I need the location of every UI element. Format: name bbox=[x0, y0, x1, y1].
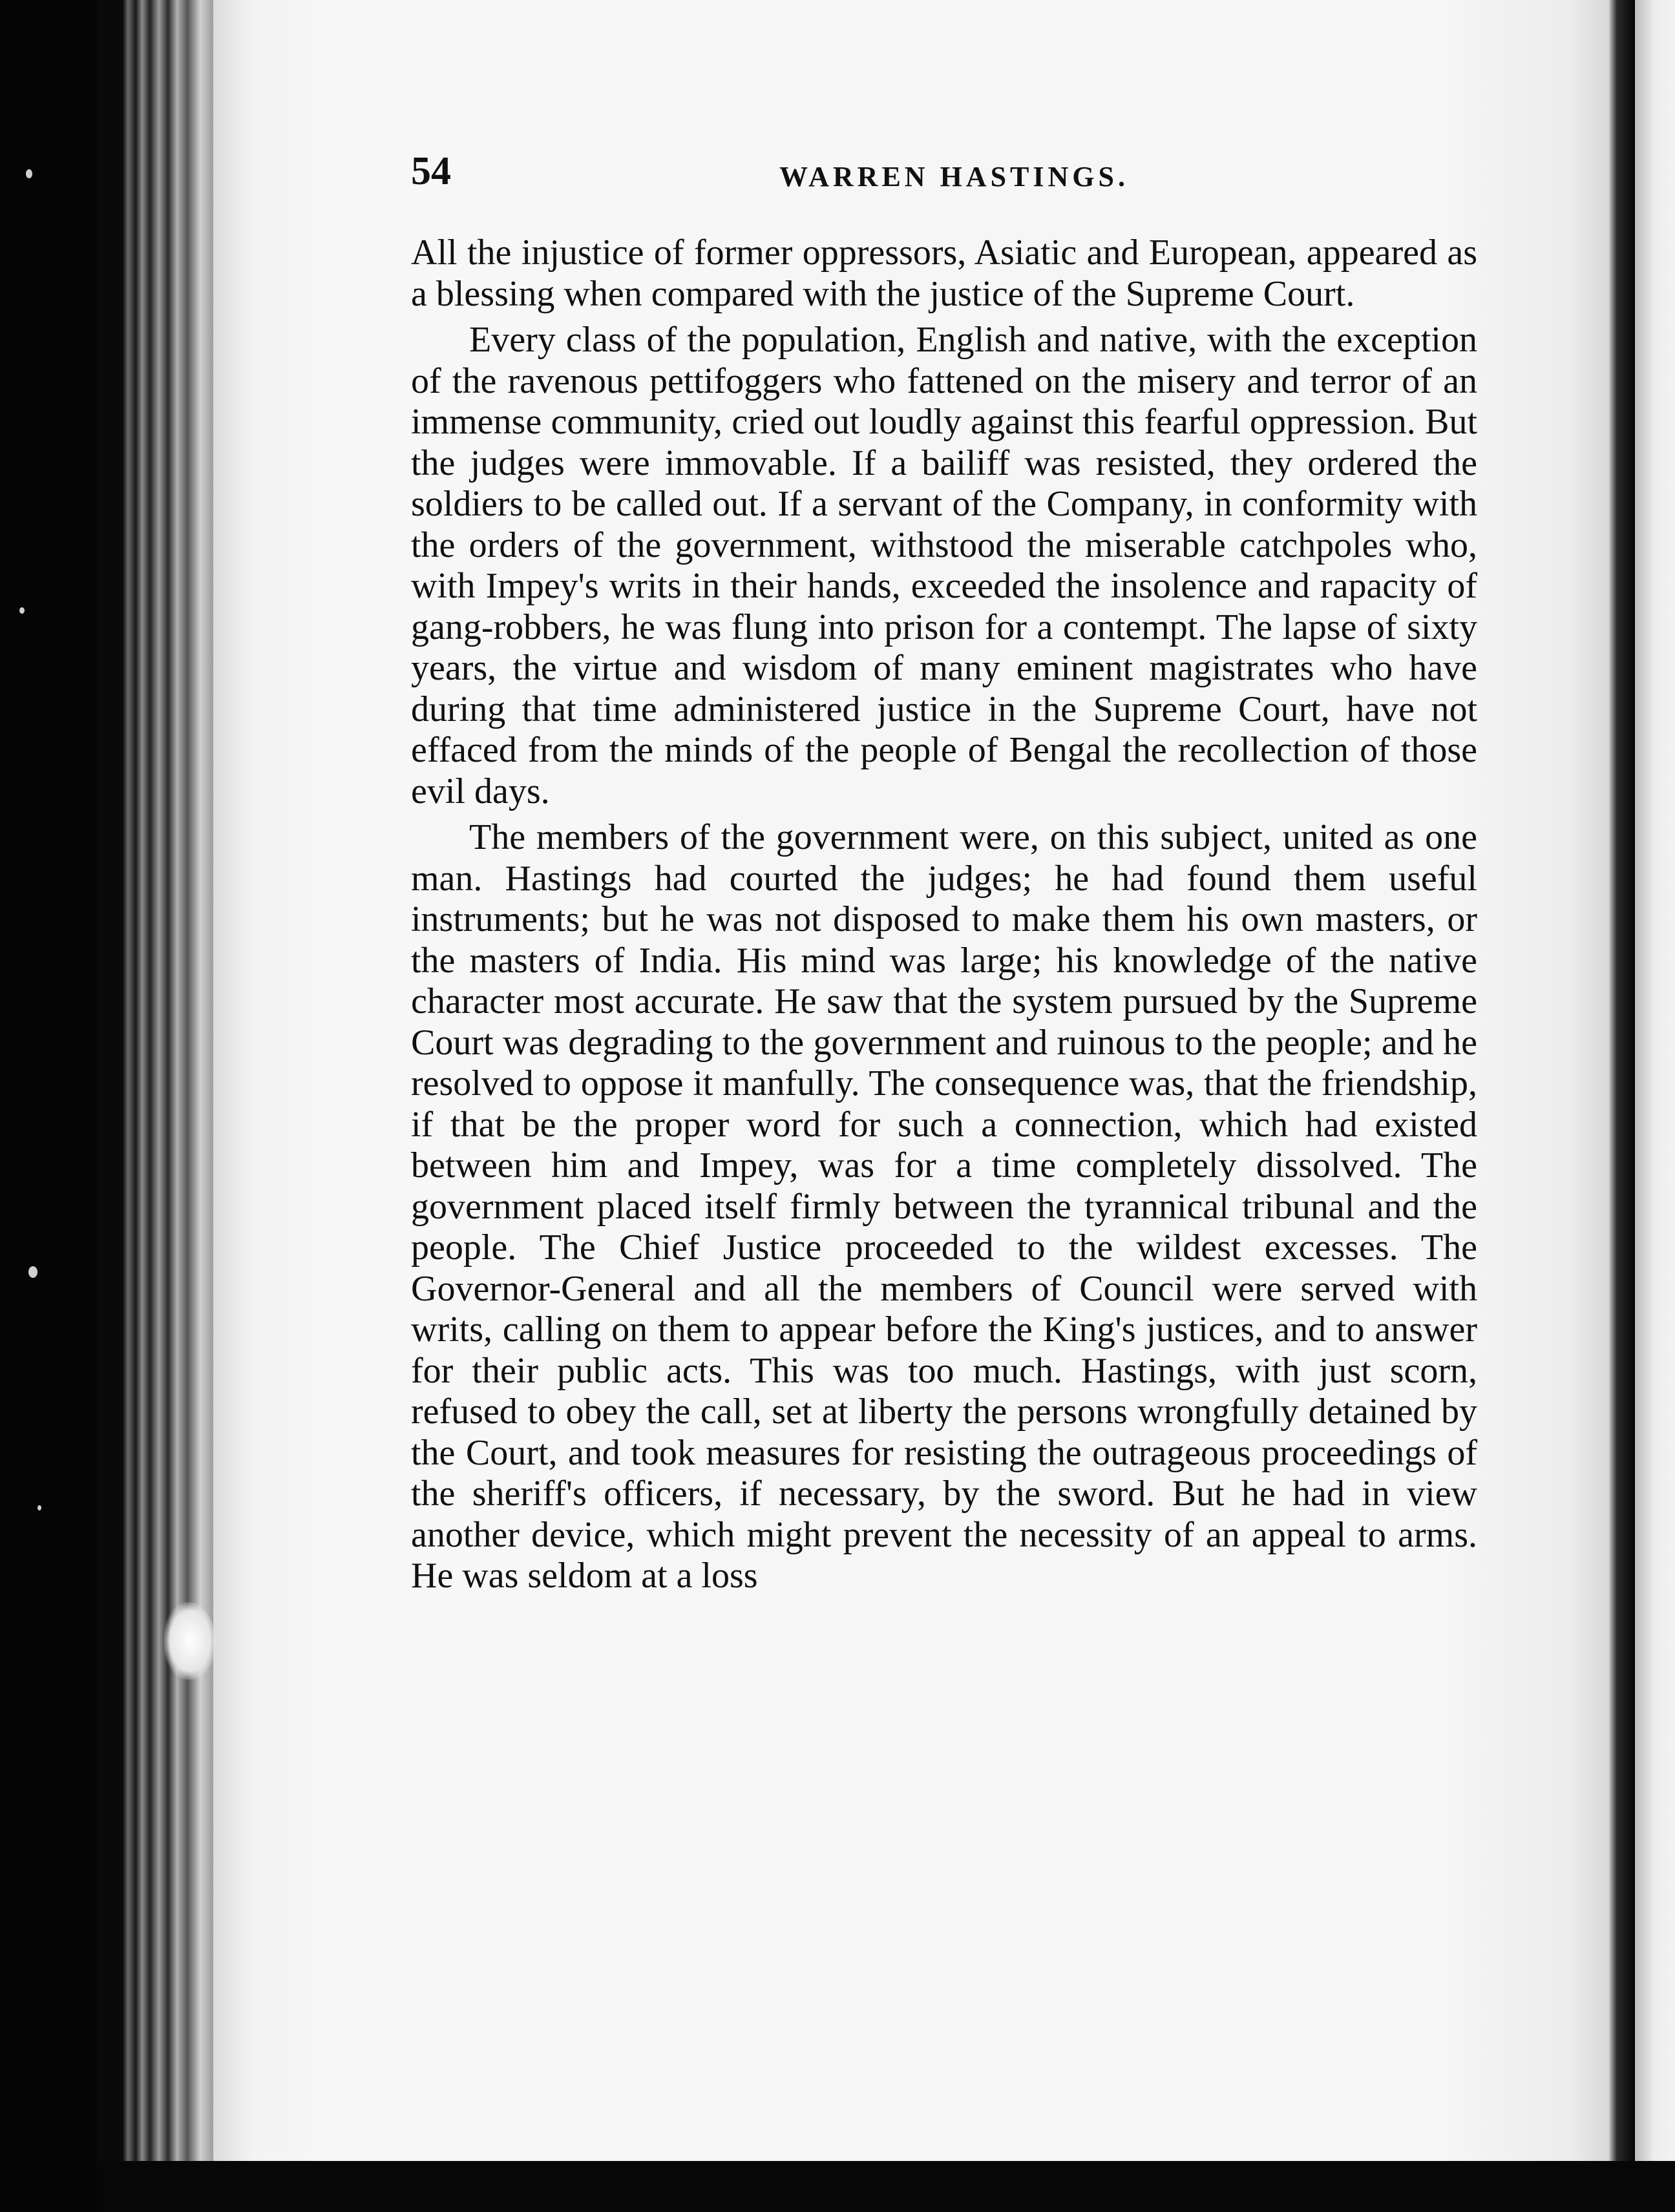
running-title: WARREN HASTINGS. bbox=[779, 161, 1129, 193]
body-text bbox=[411, 233, 1477, 1597]
margin-speck bbox=[37, 1505, 41, 1510]
running-head bbox=[411, 143, 1458, 202]
margin-speck bbox=[19, 607, 25, 614]
margin-speck bbox=[26, 169, 32, 178]
bottom-dark-band bbox=[97, 2161, 1675, 2212]
margin-speck bbox=[28, 1266, 37, 1278]
paragraph: All the injustice of former oppressors, Asiatic and European, appeared as a blessing when compared with the justice of the Supreme Court. bbox=[411, 233, 1477, 314]
paragraph: The members of the government were, on this subject, united as one man. Hastings had courted the judges; he had found them useful instruments; but he was not disposed to make them his own masters, or the masters of India. His mind was large; his knowledge of the native character most accurate. He saw that the system pursued by the Supreme Court was degrading to the government and ruinous to the people; and he resolved to oppose it manfully. The consequence was, that the friendship, if that be the proper word for such a connection, which had existed between him and Impey, was for a time completely dissolved. The government placed itself firmly between the tyrannical tribunal and the people. The Chief Justice proceeded to the wildest excesses. The Governor-General and all the members of Council were served with writs, calling on them to appear before the King's justices, and to answer for their public acts. This was too much. Hastings, with just scorn, refused to obey the call, set at liberty the persons wrongfully detained by the Court, and took measures for resisting the outrageous proceedings of the sheriff's officers, if necessary, by the sword. But he had in view another device, which might prevent the necessity of an appeal to arms. He was seldom at a loss bbox=[411, 817, 1477, 1596]
page-number: 54 bbox=[411, 149, 451, 193]
page-stain bbox=[164, 1602, 216, 1680]
paragraph: Every class of the population, English and native, with the exception of the ravenous pettifoggers who fattened on the misery and terror of an immense community, cried out loudly against this fearful oppression. But the judges were immovable. If a bailiff was resisted, they ordered the soldiers to be called out. If a servant of the Company, in conformity with the orders of the government, withstood the miserable catchpoles who, with Impey's writs in their hands, exceeded the insolence and rapacity of gang-robbers, he was flung into prison for a contempt. The lapse of sixty years, the virtue and wisdom of many eminent magistrates who have during that time administered justice in the Supreme Court, have not effaced from the minds of the people of Bengal the recollection of those evil days. bbox=[411, 320, 1477, 811]
next-page-edge bbox=[1635, 0, 1675, 2212]
book-gutter bbox=[1609, 0, 1635, 2212]
